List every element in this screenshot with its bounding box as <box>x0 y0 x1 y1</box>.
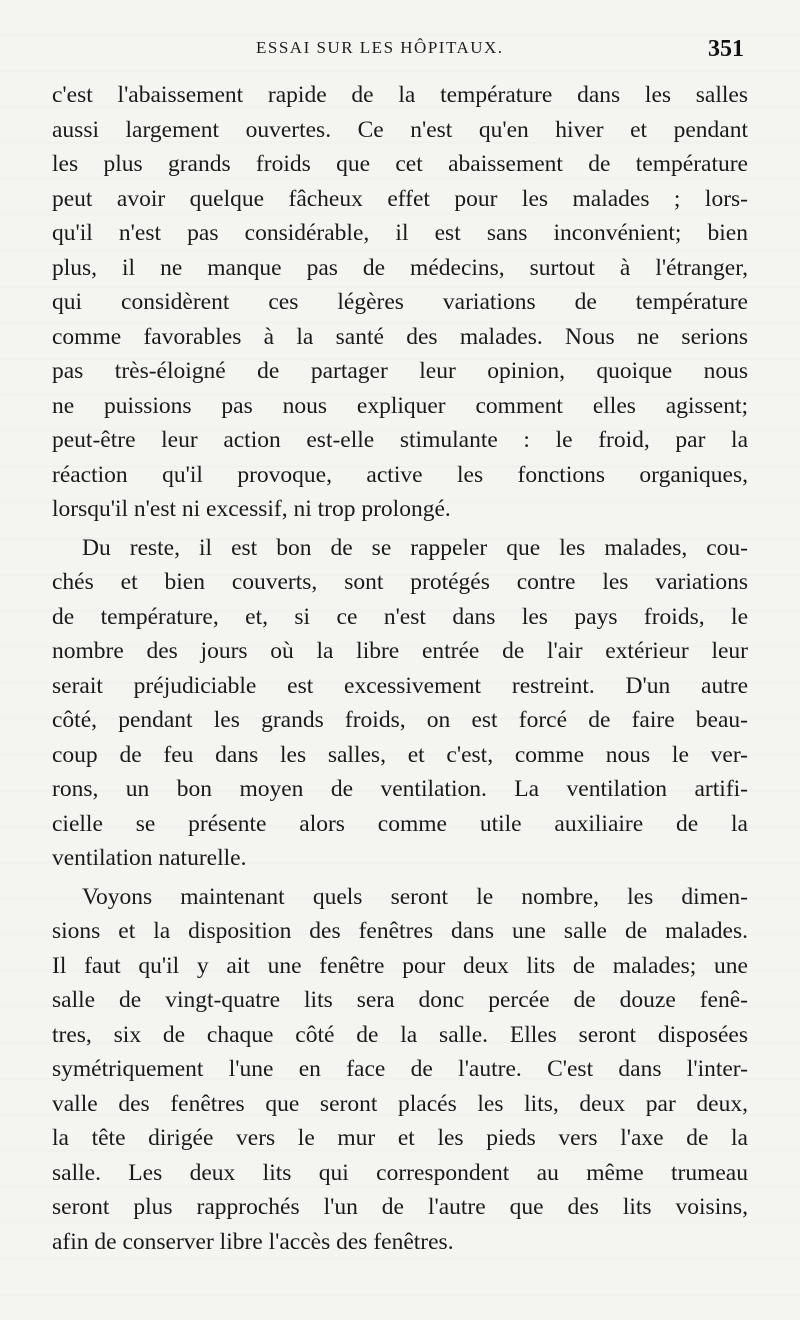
text-line: Du reste, il est bon de se rappeler que les malades, cou- <box>82 534 748 561</box>
text-line: salle. Les deux lits qui correspondent au même trumeau <box>52 1159 748 1186</box>
text-line: Voyons maintenant quels seront le nombre, les dimen- <box>82 883 748 910</box>
text-line: cielle se présente alors comme utile auxiliaire de la <box>52 810 748 837</box>
paragraph <box>52 531 748 876</box>
text-line: salle de vingt-quatre lits sera donc percée de douze fenê- <box>52 987 748 1013</box>
text-line: Il faut qu'il y ait une fenêtre pour deux lits de malades; une <box>52 952 748 979</box>
text-line: aussi largement ouvertes. Ce n'est qu'en hiver et pendant <box>52 116 748 143</box>
text-line: les plus grands froids que cet abaissement de température <box>52 151 748 177</box>
text-line: seront plus rapprochés l'un de l'autre que des lits voisins, <box>52 1194 748 1220</box>
paragraph <box>52 78 748 527</box>
text-line: qui considèrent ces légères variations de température <box>52 289 748 315</box>
text-line: chés et bien couverts, sont protégés contre les variations <box>52 569 748 595</box>
text-line: nombre des jours où la libre entrée de l'air extérieur leur <box>52 638 748 664</box>
text-line: ventilation naturelle. <box>52 845 247 871</box>
text-line: symétriquement l'une en face de l'autre. C'est dans l'inter- <box>52 1056 748 1082</box>
page-number: 351 <box>708 36 744 62</box>
text-line: valle des fenêtres que seront placés les lits, deux par deux, <box>52 1090 748 1117</box>
text-line: peut avoir quelque fâcheux effet pour les malades ; lors- <box>52 185 748 212</box>
text-line: plus, il ne manque pas de médecins, surtout à l'étranger, <box>52 254 748 281</box>
text-line: serait préjudiciable est excessivement restreint. D'un autre <box>52 672 748 699</box>
text-line: pas très-éloigné de partager leur opinion, quoique nous <box>52 358 748 384</box>
text-line: coup de feu dans les salles, et c'est, comme nous le ver- <box>52 741 748 768</box>
text-line: c'est l'abaissement rapide de la température dans les salles <box>52 82 748 108</box>
text-line: comme favorables à la santé des malades. Nous ne serions <box>52 323 748 350</box>
body-text <box>52 78 748 1263</box>
running-head-title: ESSAI SUR LES HÔPITAUX. <box>256 38 504 57</box>
text-line: ne puissions pas nous expliquer comment elles agissent; <box>52 392 748 419</box>
text-line: lorsqu'il n'est ni excessif, ni trop prolongé. <box>52 496 451 522</box>
text-line: tres, six de chaque côté de la salle. Elles seront disposées <box>52 1021 748 1048</box>
running-head <box>0 34 800 66</box>
text-line: qu'il n'est pas considérable, il est sans inconvénient; bien <box>52 220 748 246</box>
text-line: sions et la disposition des fenêtres dans une salle de malades. <box>52 918 748 944</box>
text-line: rons, un bon moyen de ventilation. La ventilation artifi- <box>52 776 748 802</box>
text-line: réaction qu'il provoque, active les fonctions organiques, <box>52 461 748 488</box>
text-line: côté, pendant les grands froids, on est forcé de faire beau- <box>52 707 748 733</box>
text-line: de température, et, si ce n'est dans les pays froids, le <box>52 603 748 630</box>
text-line: la tête dirigée vers le mur et les pieds vers l'axe de la <box>52 1125 748 1151</box>
text-line: afin de conserver libre l'accès des fenêtres. <box>52 1228 454 1255</box>
paragraph <box>52 880 748 1260</box>
text-line: peut-être leur action est-elle stimulante : le froid, par la <box>52 427 748 453</box>
